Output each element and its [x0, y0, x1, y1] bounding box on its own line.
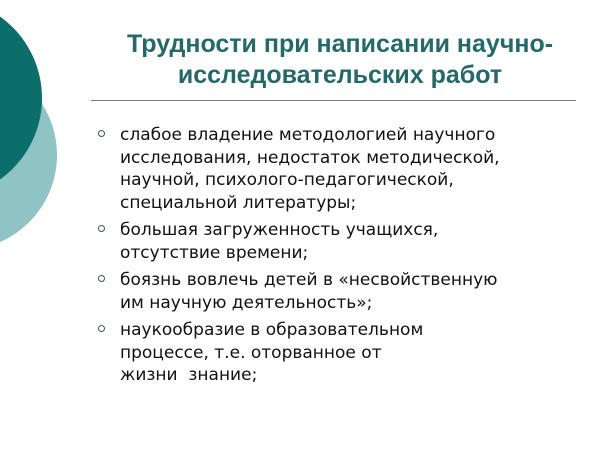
- bullet-item: [96, 269, 576, 314]
- bullet-text-line: отсутствие времени;: [120, 242, 309, 263]
- bullet-item: [96, 124, 576, 214]
- bullet-circle-icon: [98, 275, 105, 282]
- bullet-list: [96, 124, 576, 392]
- bullet-text-line: научной, психолого-педагогической,: [120, 170, 454, 190]
- bullet-text-line: специальной литературы;: [120, 192, 357, 213]
- bullet-text-line: жизни знание;: [120, 365, 258, 385]
- bullet-text-line: наукообразие в образовательном: [120, 320, 424, 340]
- slide-title-line-2: исследовательских работ: [177, 61, 503, 89]
- bullet-text-line: исследования, недостаток методической,: [120, 147, 500, 168]
- slide-title: [95, 29, 585, 91]
- title-divider: [91, 100, 576, 101]
- decorative-circles: [0, 0, 100, 260]
- slide-title-line-1: Трудности при написании научно-: [126, 30, 554, 58]
- bullet-circle-icon: [98, 130, 105, 137]
- bullet-item: [96, 319, 576, 387]
- bullet-text-line: большая загруженность учащихся,: [120, 220, 439, 240]
- bullet-text-line: процессе, т.е. оторванное от: [120, 342, 382, 363]
- bullet-text-line: слабое владение методологией научного: [120, 125, 496, 145]
- bullet-circle-icon: [98, 225, 105, 232]
- bullet-text-line: боязнь вовлечь детей в «несвойственную: [120, 270, 498, 290]
- bullet-text-line: им научную деятельность»;: [120, 292, 373, 313]
- bullet-item: [96, 219, 576, 264]
- bullet-circle-icon: [98, 325, 105, 332]
